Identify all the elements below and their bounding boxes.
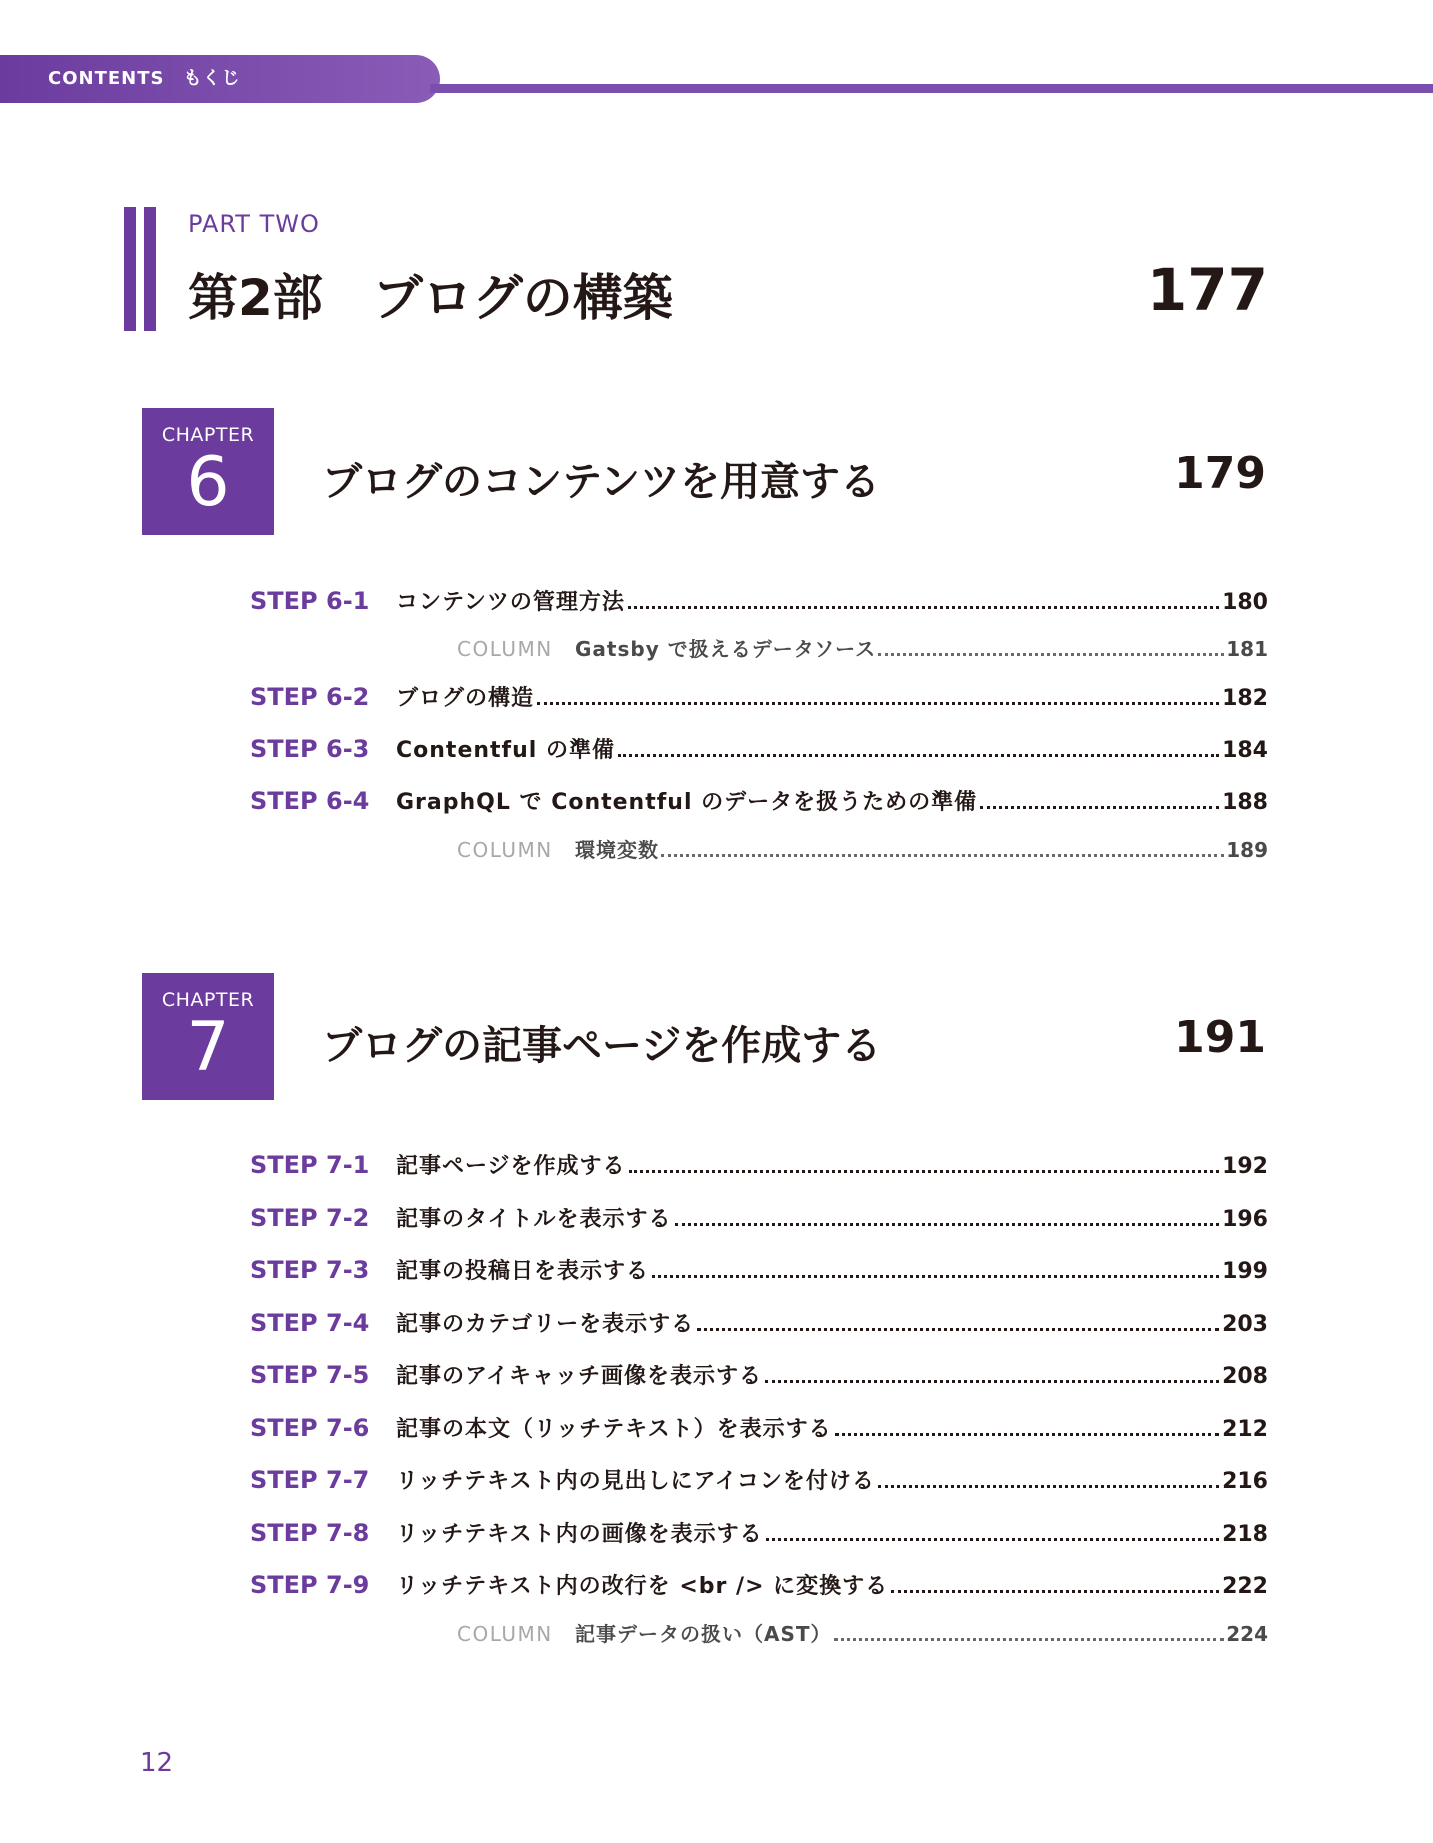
- column-label: COLUMN: [457, 637, 553, 661]
- entry-title: Contentful の準備: [396, 738, 615, 763]
- entry-page: 218: [1222, 1522, 1268, 1547]
- chapter-6-badge: [142, 408, 274, 535]
- leader-dots: [980, 806, 1219, 809]
- entry-title: 環境変数: [575, 838, 659, 862]
- entry-title: Gatsby で扱えるデータソース: [575, 637, 877, 661]
- toc-entry-step-7-6[interactable]: [250, 1412, 1268, 1446]
- entry-page: 189: [1226, 838, 1268, 862]
- entry-page: 199: [1222, 1259, 1268, 1284]
- entry-title: 記事の投稿日を表示する: [396, 1259, 650, 1284]
- chapter-7-title[interactable]: ブログの記事ページを作成する: [322, 1023, 882, 1069]
- step-label: STEP 6-1: [250, 587, 370, 615]
- step-label: STEP 6-3: [250, 735, 370, 763]
- toc-entry-step-7-2[interactable]: [250, 1202, 1268, 1236]
- entry-title: ブログの構造: [396, 686, 535, 711]
- entry-page: 203: [1222, 1312, 1268, 1337]
- toc-entry-step-7-7[interactable]: [250, 1464, 1268, 1498]
- step-label: STEP 7-9: [250, 1571, 370, 1599]
- chapter-6-page[interactable]: 179: [1174, 448, 1266, 499]
- entry-page: 188: [1222, 790, 1268, 815]
- entry-title: 記事のカテゴリーを表示する: [396, 1312, 695, 1337]
- toc-column-entry[interactable]: [457, 834, 1268, 864]
- part-marker-bars: [124, 207, 160, 331]
- entry-page: 184: [1222, 738, 1268, 763]
- entry-title: 記事ページを作成する: [396, 1154, 626, 1179]
- page-number: 12: [140, 1748, 174, 1778]
- entry-title: 記事データの扱い（AST）: [575, 1622, 832, 1646]
- chapter-6-title[interactable]: ブログのコンテンツを用意する: [322, 459, 880, 505]
- step-label: STEP 7-7: [250, 1466, 370, 1494]
- leader-dots: [765, 1380, 1219, 1383]
- entry-page: 216: [1222, 1469, 1268, 1494]
- entry-title: リッチテキスト内の画像を表示する: [396, 1522, 763, 1547]
- leader-dots: [629, 1170, 1220, 1173]
- leader-dots: [628, 606, 1219, 609]
- entry-title: リッチテキスト内の見出しにアイコンを付ける: [396, 1469, 875, 1494]
- toc-entry-step-7-1[interactable]: [250, 1149, 1268, 1183]
- contents-header-tab: [0, 55, 440, 103]
- entry-page: 181: [1226, 637, 1268, 661]
- entry-title: 記事の本文（リッチテキスト）を表示する: [396, 1417, 832, 1442]
- step-label: STEP 6-2: [250, 683, 370, 711]
- leader-dots: [661, 854, 1224, 857]
- leader-dots: [652, 1275, 1219, 1278]
- entry-page: 222: [1222, 1574, 1268, 1599]
- toc-entry-step-7-5[interactable]: [250, 1359, 1268, 1393]
- step-label: STEP 7-5: [250, 1361, 370, 1389]
- entry-title: リッチテキスト内の改行を <br /> に変換する: [396, 1574, 889, 1599]
- column-label: COLUMN: [457, 1622, 553, 1646]
- leader-dots: [878, 1485, 1219, 1488]
- toc-entry-step-6-2[interactable]: [250, 681, 1268, 715]
- leader-dots: [835, 1433, 1219, 1436]
- step-label: STEP 7-6: [250, 1414, 370, 1442]
- step-label: STEP 7-1: [250, 1151, 370, 1179]
- entry-title: コンテンツの管理方法: [396, 590, 625, 615]
- toc-entry-step-7-3[interactable]: [250, 1254, 1268, 1288]
- leader-dots: [675, 1223, 1220, 1226]
- entry-title: 記事のタイトルを表示する: [396, 1207, 672, 1232]
- chapter-number: 7: [186, 1008, 230, 1087]
- leader-dots: [878, 653, 1224, 656]
- toc-entry-step-6-1[interactable]: [250, 585, 1268, 619]
- toc-entry-step-7-9[interactable]: [250, 1569, 1268, 1603]
- entry-page: 208: [1222, 1364, 1268, 1389]
- toc-column-entry[interactable]: [457, 1618, 1268, 1648]
- chapter-label: CHAPTER: [161, 989, 255, 1011]
- entry-page: 180: [1222, 590, 1268, 615]
- entry-page: 212: [1222, 1417, 1268, 1442]
- step-label: STEP 6-4: [250, 787, 370, 815]
- leader-dots: [537, 702, 1219, 705]
- chapter-7-page[interactable]: 191: [1174, 1012, 1266, 1063]
- leader-dots: [834, 1638, 1225, 1641]
- leader-dots: [891, 1590, 1219, 1593]
- chapter-label: CHAPTER: [161, 424, 255, 446]
- entry-page: 196: [1222, 1207, 1268, 1232]
- toc-entry-step-7-4[interactable]: [250, 1307, 1268, 1341]
- step-label: STEP 7-2: [250, 1204, 370, 1232]
- entry-page: 192: [1222, 1154, 1268, 1179]
- part-page-number[interactable]: 177: [1146, 256, 1268, 324]
- chapter-7-badge: [142, 973, 274, 1100]
- contents-header-label: CONTENTS もくじ: [48, 68, 241, 89]
- step-label: STEP 7-8: [250, 1519, 370, 1547]
- entry-title: 記事のアイキャッチ画像を表示する: [396, 1364, 763, 1389]
- column-label: COLUMN: [457, 838, 553, 862]
- toc-entry-step-6-4[interactable]: [250, 785, 1268, 819]
- leader-dots: [618, 754, 1219, 757]
- toc-column-entry[interactable]: [457, 633, 1268, 663]
- part-title[interactable]: 第2部 ブログの構築: [188, 269, 673, 327]
- entry-page: 224: [1226, 1622, 1268, 1646]
- step-label: STEP 7-3: [250, 1256, 370, 1284]
- leader-dots: [766, 1538, 1219, 1541]
- leader-dots: [697, 1328, 1219, 1331]
- entry-page: 182: [1222, 686, 1268, 711]
- part-label: PART TWO: [188, 210, 320, 238]
- step-label: STEP 7-4: [250, 1309, 370, 1337]
- header-rule: [430, 84, 1433, 93]
- toc-entry-step-6-3[interactable]: [250, 733, 1268, 767]
- chapter-number: 6: [186, 443, 230, 522]
- entry-title: GraphQL で Contentful のデータを扱うための準備: [396, 790, 978, 815]
- toc-entry-step-7-8[interactable]: [250, 1517, 1268, 1551]
